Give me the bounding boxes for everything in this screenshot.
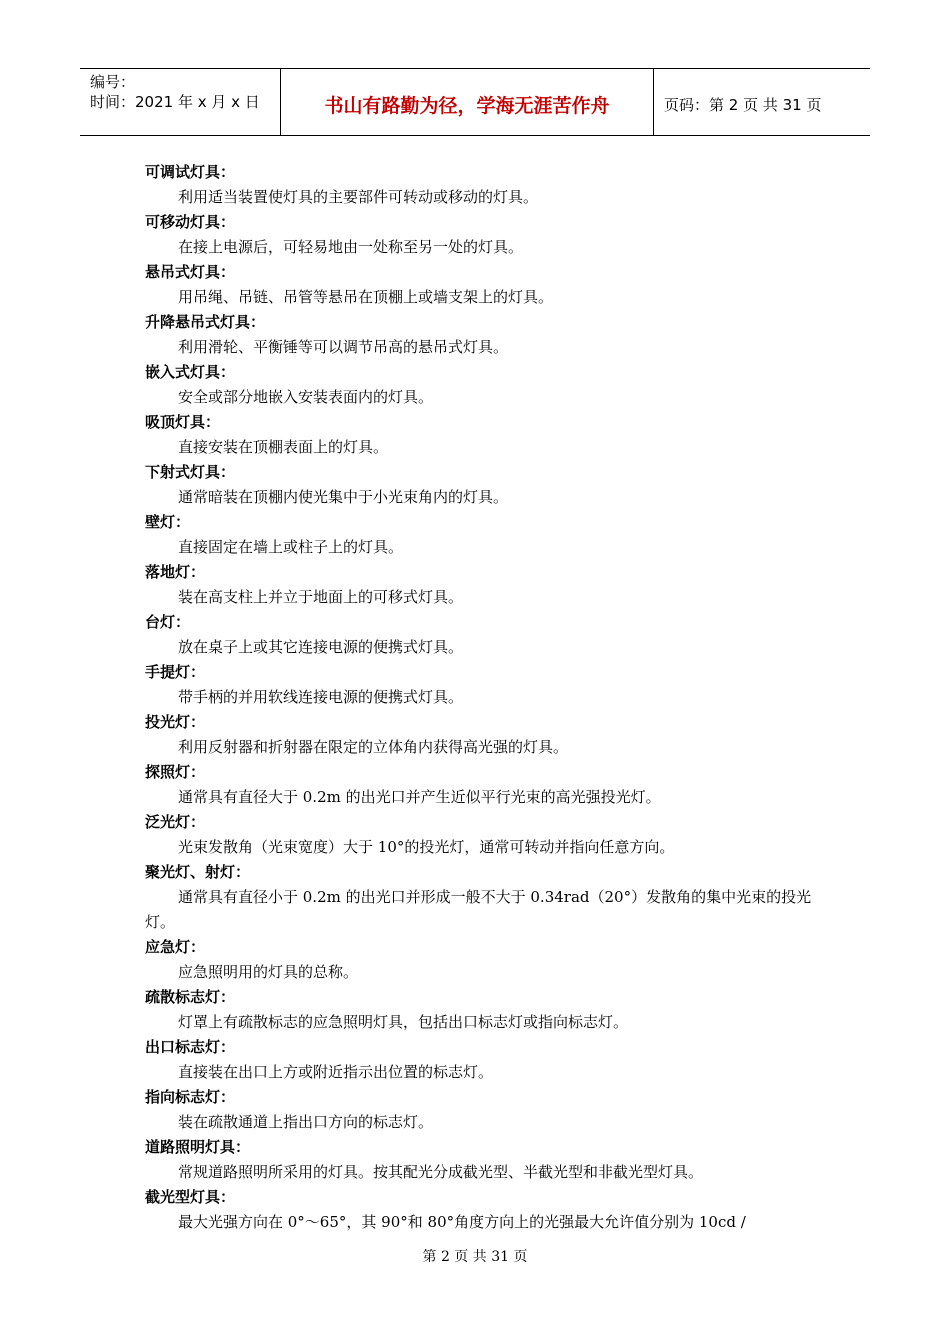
term-definition: 通常具有直径大于 0.2m 的出光口并产生近似平行光束的高光强投光灯。 xyxy=(178,788,661,806)
term-heading: 指向标志灯： xyxy=(145,1088,236,1106)
term-heading: 壁灯： xyxy=(145,513,191,531)
term-definition: 光束发散角（光束宽度）大于 10°的投光灯，通常可转动并指向任意方向。 xyxy=(178,838,675,856)
term-definition: 直接安装在顶棚表面上的灯具。 xyxy=(178,438,389,456)
term-definition: 安全或部分地嵌入安装表面内的灯具。 xyxy=(178,388,434,406)
term-heading: 落地灯： xyxy=(145,563,206,581)
term-heading: 可调试灯具： xyxy=(145,163,236,181)
term-heading: 手提灯： xyxy=(145,663,206,681)
term-definition: 直接装在出口上方或附近指示出位置的标志灯。 xyxy=(178,1063,494,1081)
term-definition: 装在疏散通道上指出口方向的标志灯。 xyxy=(178,1113,434,1131)
term-heading: 截光型灯具： xyxy=(145,1188,236,1206)
term-heading: 出口标志灯： xyxy=(145,1038,236,1056)
term-heading: 吸顶灯具： xyxy=(145,413,221,431)
number-label: 编号： xyxy=(90,73,136,91)
term-definition: 灯罩上有疏散标志的应急照明灯具，包括出口标志灯或指向标志灯。 xyxy=(178,1013,629,1031)
term-heading: 探照灯： xyxy=(145,763,206,781)
term-heading: 升降悬吊式灯具： xyxy=(145,313,266,331)
page-header xyxy=(80,68,870,136)
term-heading: 嵌入式灯具： xyxy=(145,363,236,381)
term-heading: 应急灯： xyxy=(145,938,206,956)
term-heading: 悬吊式灯具： xyxy=(145,263,236,281)
term-definition: 最大光强方向在 0°～65°，其 90°和 80°角度方向上的光强最大允许值分别为 10cd / xyxy=(178,1213,746,1231)
term-definition: 装在高支柱上并立于地面上的可移式灯具。 xyxy=(178,588,464,606)
term-heading: 泛光灯： xyxy=(145,813,206,831)
term-definition: 放在桌子上或其它连接电源的便携式灯具。 xyxy=(178,638,464,656)
term-heading: 聚光灯、射灯： xyxy=(145,863,251,881)
term-definition: 直接固定在墙上或柱子上的灯具。 xyxy=(178,538,404,556)
term-definition: 通常具有直径小于 0.2m 的出光口并形成一般不大于 0.34rad（20°）发散角的集中光束的投光灯。 xyxy=(145,888,812,931)
term-definition: 利用反射器和折射器在限定的立体角内获得高光强的灯具。 xyxy=(178,738,569,756)
term-definition: 常规道路照明所采用的灯具。按其配光分成截光型、半截光型和非截光型灯具。 xyxy=(178,1163,704,1181)
page-footer: 第 2 页 共 31 页 xyxy=(422,1249,528,1265)
term-heading: 下射式灯具： xyxy=(145,463,236,481)
document-body xyxy=(145,160,815,1235)
term-heading: 可移动灯具： xyxy=(145,213,236,231)
term-heading: 投光灯： xyxy=(145,713,206,731)
term-definition: 通常暗装在顶棚内使光集中于小光束角内的灯具。 xyxy=(178,488,509,506)
term-definition: 带手柄的并用软线连接电源的便携式灯具。 xyxy=(178,688,464,706)
term-definition: 应急照明用的灯具的总称。 xyxy=(178,963,359,981)
term-heading: 台灯： xyxy=(145,613,191,631)
time-label: 时间：2021 年 x 月 x 日 xyxy=(90,93,260,111)
header-page-info: 页码：第 2 页 共 31 页 xyxy=(664,95,822,114)
term-heading: 疏散标志灯： xyxy=(145,988,236,1006)
term-definition: 在接上电源后，可轻易地由一处称至另一处的灯具。 xyxy=(178,238,524,256)
header-motto: 书山有路勤为径，学海无涯苦作舟 xyxy=(281,69,654,135)
term-definition: 利用滑轮、平衡锤等可以调节吊高的悬吊式灯具。 xyxy=(178,338,509,356)
term-heading: 道路照明灯具： xyxy=(145,1138,251,1156)
term-definition: 利用适当装置使灯具的主要部件可转动或移动的灯具。 xyxy=(178,188,539,206)
term-definition: 用吊绳、吊链、吊管等悬吊在顶棚上或墙支架上的灯具。 xyxy=(178,288,554,306)
header-meta-cell xyxy=(80,69,281,135)
